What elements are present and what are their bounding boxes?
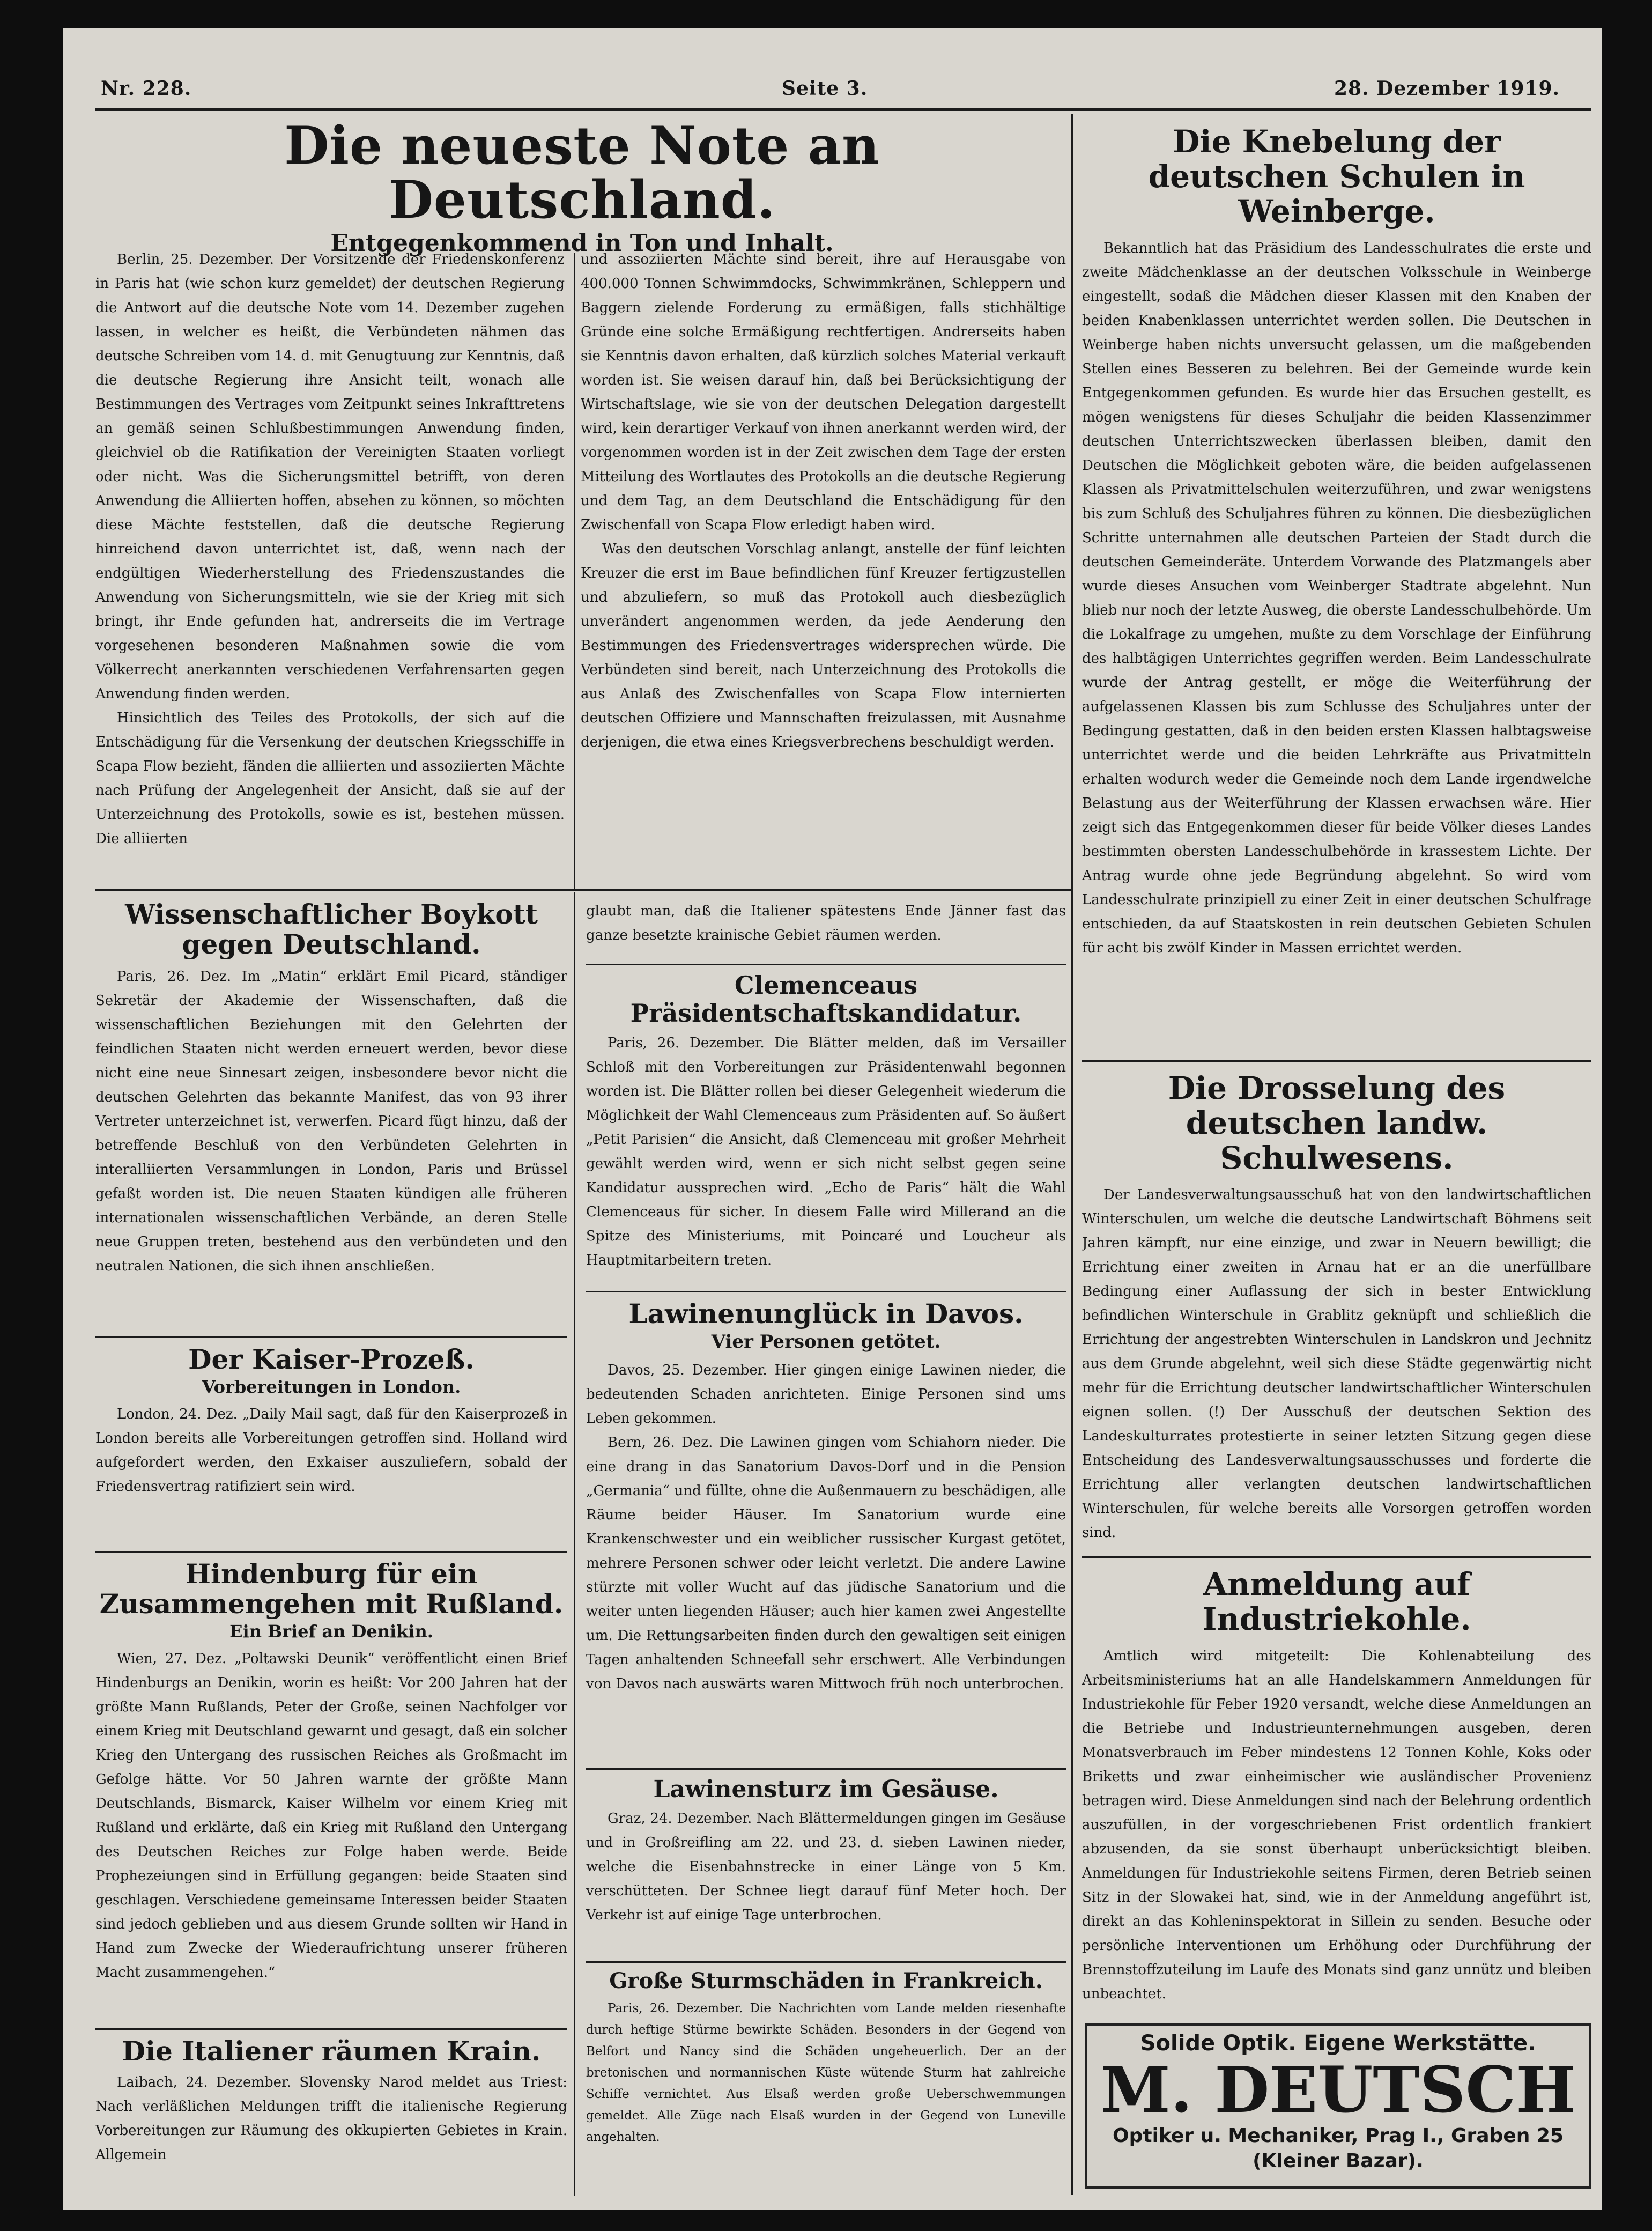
- rule-davos: [586, 1768, 1066, 1770]
- drosselung-text: Der Landesverwaltungsausschuß hat von den landwirtschaftlichen Winterschulen, um welche die deutsche Landwirtschaft Böhmens seit Jahren kämpft, nur eine einzige, und zwar in Neuern bewilligt; die Errichtung einer zweiten in Arnau hat er an die unerfüllbare Bedingung einer Auflassung der sich in bester Entwicklung befindlichen Winterschule in Grablitz geknüpft und schließlich die Errichtung der angestrebten Winterschulen in Landskron und Jechnitz aus dem Grunde abgelehnt, weil sich diese Städte gegenwärtig nicht mehr für die Errichtung deutscher landwirtschaftlicher Winterschulen eignen sollen. (!) Der Ausschuß der deutschen Sektion des Landeskulturrates protestierte in seiner letzten Sitzung gegen diese Entscheidung des Landesverwaltungsausschusses und forderte die Errichtung aller verlangten deutschen landwirtschaftlichen Winterschulen, für welche bereits alle Vorsorgen getroffen worden sind.: [1082, 1186, 1591, 1541]
- lead-column-2: [581, 248, 1066, 886]
- issue-date: 28. Dezember 1919.: [1334, 77, 1560, 100]
- hindenburg-subtitle: Ein Brief an Denikin.: [229, 1621, 433, 1642]
- article-krain: [95, 2036, 567, 2197]
- article-industriekohle: [1082, 1567, 1591, 2007]
- lead-paragraph-2: Hinsichtlich des Teiles des Protokolls, der sich auf die Entschädigung für die Versenkung der deutschen Kriegsschiffe in Scapa Flow bezieht, fänden die alliierten und assoziierten Mächte nach Prüfung der Angelegenheit der Ansicht, daß sie auf der Unterzeichnung des Protokolls, sowie es ist, bestehen müssen. Die alliierten: [95, 710, 565, 847]
- rule-schulen: [1082, 1060, 1591, 1062]
- clemenceau-title: Clemenceaus Präsidentschaftskandidatur.: [630, 972, 1022, 1028]
- krain-text: Laibach, 24. Dezember. Slovensky Narod meldet aus Triest: Nach verläßlichen Meldungen trifft die italienische Regierung Vorbereitungen zur Räumung des okkupierten Gebietes in Krain. Allgemein: [95, 2074, 567, 2163]
- clemenceau-text: Paris, 26. Dezember. Die Blätter melden, daß im Versailler Schloß mit den Vorbereitungen zur Präsidentenwahl begonnen worden ist. Die Blätter rollen bei dieser Gelegenheit wiederum die Möglichkeit der Wahl Clemenceaus zum Präsidenten auf. So äußert „Petit Parisien“ die Ansicht, daß Clemenceau mit großer Mehrheit gewählt werden wird, wenn er sich nicht selbst gegen seine Kandidatur aussprechen wird. „Echo de Paris“ hält die Wahl Clemenceaus für sicher. In diesem Falle wird Millerand an die Spitze des Ministeriums, mit Poincaré und Loucheur als Hauptmitarbeitern treten.: [586, 1035, 1066, 1269]
- rule-drosselung: [1082, 1556, 1591, 1558]
- rule-boykott: [95, 1336, 567, 1338]
- krain-title: Die Italiener räumen Krain.: [122, 2036, 541, 2067]
- lead-title: Die neueste Note an Deutschland.: [284, 119, 880, 230]
- sturm-title: Große Sturmschäden in Frankreich.: [609, 1969, 1043, 1993]
- lead-paragraph-1: Berlin, 25. Dezember. Der Vorsitzende der Friedenskonferenz in Paris hat (wie schon kurz gemeldet) der deutschen Regierung die Antwort auf die deutsche Note vom 14. Dezember zugehen lassen, in welcher es heißt, die Verbündeten nähmen das deutsche Schreiben vom 14. d. mit Genugtuung zur Kenntnis, daß die deutsche Regierung ihre Ansicht teilt, wonach alle Bestimmungen des Vertrages vom Zeitpunkt seines Inkrafttretens an gemäß seinen Schlußbestimmungen Anwendung finden, gleichviel ob die Ratifikation der Vereinigten Staaten vorliegt oder nicht. Was die Sicherungsmittel betrifft, von deren Anwendung die Alliierten hoffen, absehen zu können, so möchten diese Mächte feststellen, daß die deutsche Regierung hinreichend davon unterrichtet ist, daß, wenn nach der endgültigen Wiederherstellung des Friedenszustandes die Anwendung von Sicherungsmitteln, wie sie der Krieg mit sich bringt, ihr Ende gefunden hat, andrerseits die im Vertrage vorgesehenen besonderen Maßnahmen sowie die vom Völkerrecht anerkannten verschiedenen Verfahrensarten gegen Anwendung finden werden.: [95, 252, 565, 702]
- rule-krain-cont: [586, 964, 1066, 965]
- column-divider-right: [1071, 114, 1073, 2195]
- hindenburg-title: Hindenburg für ein Zusammengehen mit Rußland.: [99, 1559, 564, 1620]
- rule-clemenceau: [586, 1291, 1066, 1292]
- rule-kaiser: [95, 1551, 567, 1553]
- lead-paragraph-3: und assoziierten Mächte sind bereit, ihre auf Herausgabe von 400.000 Tonnen Schwimmdocks, Schwimmkränen, Schleppern und Baggern zielende Forderung zu ermäßigen, falls stichhältige Gründe eine solche Ermäßigung rechtfertigen. Andrerseits haben sie Kenntnis davon erhalten, daß kürzlich solches Material verkauft worden ist. Sie weisen darauf hin, daß bei Berücksichtigung der Wirtschaftslage, wie sie von der deutschen Delegation dargestellt wird, kein derartiger Verkauf von ihnen anerkannt werden wird, der vorgenommen worden ist in der Zeit zwischen dem Tage der ersten Mitteilung des Wortlautes des Protokolls an die deutsche Regierung und dem Tag, an dem Deutschland die Entschädigung für den Zwischenfall von Scapa Flow erledigt haben wird.: [581, 252, 1066, 533]
- issue-number: Nr. 228.: [101, 77, 192, 100]
- davos-title: Lawinenunglück in Davos.: [628, 1299, 1024, 1329]
- schulen-text: Bekanntlich hat das Präsidium des Landesschulrates die erste und zweite Mädchenklasse an der deutschen Volksschule in Weinberge eingestellt, sodaß die Mädchen dieser Klassen mit den Knaben der beiden Knabenklassen unterrichtet werden sollen. Die Deutschen in Weinberge haben nichts unversucht gelassen, um die maßgebenden Stellen eines Besseren zu belehren. Bei der Gemeinde wurde kein Entgegenkommen gefunden. Es wurde hier das Ersuchen gestellt, es mögen wenigstens für dieses Schuljahr die beiden Klassenzimmer deutschen Unterrichtszwecken überlassen bleiben, damit den Deutschen die Möglichkeit geboten wäre, die beiden aufgelassenen Klassen als Privatmittelschulen weiterzuführen, und zwar wenigstens bis zum Schluß des Schuljahres führen zu können. Die diesbezüglichen Schritte unternahmen alle deutschen Parteien der Stadt durch die deutschen Gemeinderäte. Unterdem Vorwande des Platzmangels aber wurde dieses Ansuchen vom Weinberger Stadtrate abgelehnt. Nun blieb nur noch der letzte Ausweg, die oberste Landesschulbehörde. Um die Lokalfrage zu umgehen, mußte zu dem Vorschlage der Einführung des halbtägigen Unterrichtes gegriffen werden. Beim Landesschulrate wurde der Antrag gestellt, er möge die Weiterführung der aufgelassenen Klassen bis zum Schlusse des Schuljahres unter der Bedingung gestatten, daß in den beiden ersten Klassen halbtagsweise unterrichtet werde und die beiden Lehrkräfte aus Privatmitteln erhalten wodurch weder die Gemeinde noch dem Lande irgendwelche Belastung aus der Weiterführung der Klassen erwachsen wäre. Hier zeigt sich das Entgegenkommen dieser für beide Völker dieses Landes bestimmten obersten Landesschulbehörde in krassestem Lichte. Der Antrag wurde ohne jede Begründung abgelehnt. So wird vom Landesschulrate prinzipiell zu einer Zeit in einer deutschen Schulfrage entschieden, da auf Staatskosten in rein deutschen Gebieten Schulen für acht bis zwölf Kinder in Massen errichtet werden.: [1082, 240, 1591, 956]
- rule-hindenburg: [95, 2028, 567, 2030]
- article-davos: [586, 1299, 1066, 1765]
- article-boykott: [95, 899, 567, 1334]
- davos-text-1: Davos, 25. Dezember. Hier gingen einige Lawinen nieder, die bedeutenden Schaden anrichteten. Einige Personen sind ums Leben gekommen.: [586, 1362, 1066, 1427]
- gesaeuse-title: Lawinensturz im Gesäuse.: [653, 1776, 999, 1803]
- ad-tagline: Solide Optik. Eigene Werkstätte.: [1140, 2031, 1536, 2056]
- kaiser-subtitle: Vorbereitungen in London.: [202, 1377, 461, 1397]
- advertisement-deutsch: [1085, 2023, 1591, 2189]
- davos-subtitle: Vier Personen getötet.: [711, 1331, 941, 1353]
- rule-gesaeuse: [586, 1961, 1066, 1963]
- article-drosselung: [1082, 1071, 1591, 1554]
- lead-article: [95, 119, 1069, 886]
- hindenburg-text: Wien, 27. Dez. „Poltawski Deunik“ veröffentlicht einen Brief Hindenburgs an Denikin, worin es heißt: Vor 200 Jahren hat der größte Mann Rußlands, Peter der Große, seinen Nachfolger vor einem Krieg mit Deutschland gewarnt und gesagt, daß ein solcher Krieg den Untergang des russischen Reiches als Großmacht im Gefolge hätte. Vor 50 Jahren warnte der größte Mann Deutschlands, Bismarck, Kaiser Wilhelm vor einem Krieg mit Rußland und erklärte, daß ein Krieg mit Rußland den Untergang des Deutschen Reiches zur Folge haben werde. Beide Prophezeiungen sind in Erfüllung gegangen: beide Staaten sind geschlagen. Verschiedene gemeinsame Interessen beider Staaten sind jedoch geblieben und aus diesem Grunde sollten wir Hand in Hand zum Zwecke der Wiederaufrichtung unserer früheren Macht zusammengehen.“: [95, 1651, 567, 1981]
- sturm-text: Paris, 26. Dezember. Die Nachrichten vom Lande melden riesenhafte durch heftige Stürme bewirkte Schäden. Besonders in der Gegend von Belfort und Nancy sind die Schäden ungeheuerlich. Der an der bretonischen und normannischen Küste wütende Sturm hat zahlreiche Schiffe vernichtet. Aus Elsaß werden große Ueberschwemmungen gemeldet. Alle Züge nach Elsaß wurden in der Gegend von Luneville angehalten.: [586, 2001, 1066, 2144]
- article-kaiser: [95, 1344, 567, 1548]
- krain-continued: [586, 899, 1066, 958]
- industriekohle-text: Amtlich wird mitgeteilt: Die Kohlenabteilung des Arbeitsministeriums hat an alle Handelskammern Anmeldungen für Industriekohle für Feber 1920 versandt, welche diese Anmeldungen an die Betriebe und Industrieunternehmungen ausgeben, deren Monatsverbrauch im Feber mindestens 12 Tonnen Kohle, Koks oder Briketts und zwar einheimischer wie ausländischer Provenienz betragen wird. Diese Anmeldungen sind nach der Belehrung ordentlich auszufüllen, in der vorgeschriebenen Frist ordentlich frankiert abzusenden, da sie sonst überhaupt unberücksichtigt bleiben. Anmeldungen für Industriekohle seitens Firmen, deren Betrieb seinen Sitz in der Slowakei hat, sind, wie in der Anmeldung angeführt ist, direkt an das Kohleninspektorat in Sillein zu senden. Besuche oder persönliche Interventionen um Erhöhung oder Durchführung der Brennstoffzuteilung im Laufe des Monats sind ganz unnütz und bleiben unbeachtet.: [1082, 1648, 1591, 2002]
- ad-company-name: M. DEUTSCH: [1100, 2052, 1576, 2127]
- drosselung-title: Die Drosselung des deutschen landw. Schulwesens.: [1168, 1071, 1506, 1176]
- schulen-title: Die Knebelung der deutschen Schulen in Weinberge.: [1148, 124, 1525, 230]
- krain-continued-text: glaubt man, daß die Italiener spätestens Ende Jänner fast das ganze besetzte krainische Gebiet räumen werden.: [586, 903, 1066, 943]
- lead-column-1: [95, 248, 565, 886]
- industriekohle-title: Anmeldung auf Industriekohle.: [1202, 1567, 1471, 1637]
- article-gesaeuse: [586, 1776, 1066, 1959]
- kaiser-title: Der Kaiser-Prozeß.: [188, 1344, 475, 1375]
- lead-paragraph-4: Was den deutschen Vorschlag anlangt, anstelle der fünf leichten Kreuzer die erst im Baue befindlichen fünf Kreuzer fertigzustellen und abzuliefern, so muß das Protokoll auch diesbezüglich unverändert angenommen werden, da jede Aenderung den Bestimmungen des Friedensvertrages widersprechen würde. Die Verbündeten sind bereit, nach Unterzeichnung des Protokolls die aus Anlaß des Zwischenfalles von Scapa Flow internierten deutschen Offiziere und Mannschaften freizulassen, mit Ausnahme derjenigen, die etwa eines Kriegsverbrechens beschuldigt werden.: [581, 541, 1066, 750]
- page-number: Seite 3.: [782, 77, 868, 100]
- article-hindenburg: [95, 1559, 567, 2026]
- column-divider-left: [574, 892, 575, 2196]
- boykott-text: Paris, 26. Dez. Im „Matin“ erklärt Emil Picard, ständiger Sekretär der Akademie der Wissenschaften, daß die wissenschaftlichen Beziehungen mit den Gelehrten der feindlichen Staaten nicht werden erneuert werden, bevor diese nicht eine neue Sinnesart zeigen, insbesondere bevor nicht die deutschen Gelehrten das bekannte Manifest, das von 93 ihrer Vertreter unterzeichnet ist, verwerfen. Picard fügt hinzu, daß der betreffende Beschluß von den Verbündeten Gelehrten in interalliierten Versammlungen in London, Paris und Brüssel gefaßt worden ist. Die neuen Staaten kündigen alle früheren internationalen wissenschaftlichen Verbände, an deren Stelle neue Gruppen treten, bestehend aus den verbündeten und den neutralen Nationen, die sich ihnen anschließen.: [95, 969, 567, 1274]
- davos-text-2: Bern, 26. Dez. Die Lawinen gingen vom Schiahorn nieder. Die eine drang in das Sanatorium Davos-Dorf und in die Pension „Germania“ und füllte, ohne die Außenmauern zu beschädigen, alle Räume beider Häuser. Im Sanatorium wurde eine Krankenschwester und ein weiblicher russischer Kurgast getötet, mehrere Personen schwer oder leicht verletzt. Die andere Lawine stürzte mit voller Wucht auf das jüdische Sanatorium und die weiter unten liegenden Häuser; auch hier kamen zwei Angestellte um. Die Rettungsarbeiten finden durch den gewaltigen seit einigen Tagen anhaltenden Schneefall sehr erschwert. Alle Verbindungen von Davos nach auswärts waren Mittwoch früh noch unterbrochen.: [586, 1434, 1066, 1692]
- gesaeuse-text: Graz, 24. Dezember. Nach Blättermeldungen gingen im Gesäuse und in Großreifling am 22. und 23. d. sieben Lawinen nieder, welche die Eisenbahnstrecke in einer Länge von 5 Km. verschütteten. Der Schnee liegt darauf fünf Meter hoch. Der Verkehr ist auf einige Tage unterbrochen.: [586, 1811, 1066, 1924]
- lead-subtitle: Entgegenkommend in Ton und Inhalt.: [330, 229, 834, 257]
- article-schulen: [1082, 124, 1591, 1058]
- boykott-title: Wissenschaftlicher Boykott gegen Deutschland.: [125, 899, 538, 960]
- article-sturm: [586, 1969, 1066, 2195]
- newspaper-page: [63, 28, 1602, 2210]
- article-clemenceau: [586, 972, 1066, 1288]
- header-rule: [95, 108, 1591, 111]
- lead-divider: [95, 889, 1072, 891]
- kaiser-text: London, 24. Dez. „Daily Mail sagt, daß für den Kaiserprozeß in London bereits alle Vorbereitungen getroffen sind. Holland wird aufgefordert werden, den Exkaiser auszuliefern, sobald der Friedensvertrag ratifiziert sein wird.: [95, 1406, 567, 1495]
- ad-address: Optiker u. Mechaniker, Prag I., Graben 25: [1112, 2125, 1564, 2147]
- ad-address-note: (Kleiner Bazar).: [1253, 2150, 1424, 2173]
